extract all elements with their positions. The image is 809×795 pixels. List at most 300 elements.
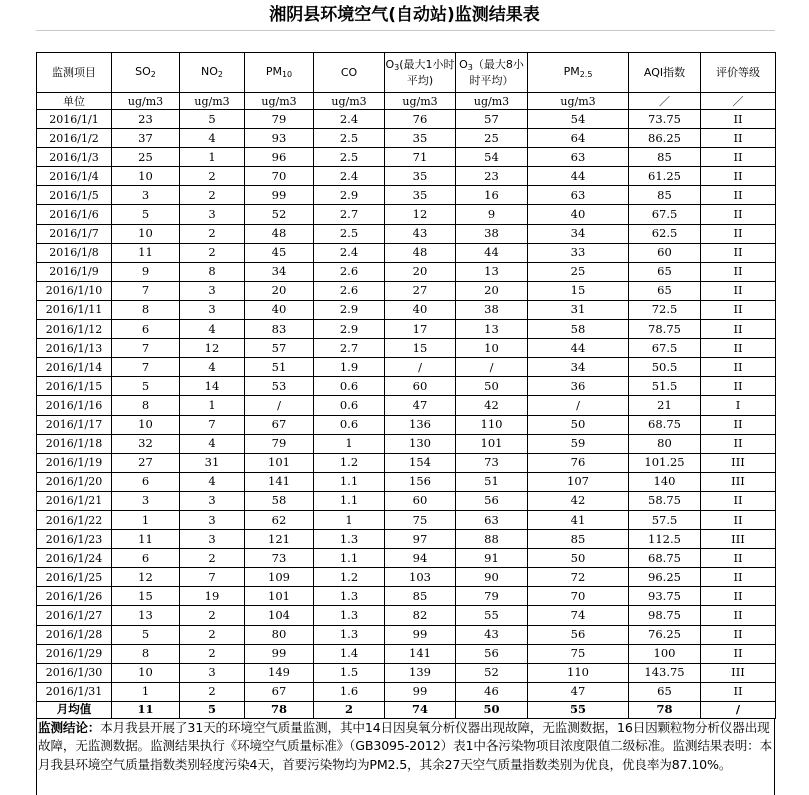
cell-pm10: 57: [245, 339, 314, 358]
cell-grade: II: [701, 625, 776, 644]
cell-co: 0.6: [314, 415, 385, 434]
cell-so2: 6: [112, 549, 180, 568]
cell-date: 2016/1/3: [37, 148, 112, 167]
unit-o3-8h: ug/m3: [456, 93, 528, 110]
cell-o3-8h: 54: [456, 148, 528, 167]
cell-o3-1h: 48: [385, 243, 456, 262]
cell-no2: 2: [180, 682, 245, 701]
cell-pm25: 34: [528, 224, 629, 243]
table-row: [37, 491, 776, 510]
cell-no2: 2: [180, 243, 245, 262]
cell-grade: II: [701, 549, 776, 568]
cell-o3-8h: 91: [456, 549, 528, 568]
cell-o3-1h: 60: [385, 377, 456, 396]
table-row: [37, 396, 776, 415]
cell-pm25: 59: [528, 434, 629, 453]
table-row: [37, 453, 776, 472]
cell-co: 1.6: [314, 682, 385, 701]
cell-pm25: 47: [528, 682, 629, 701]
cell-o3-8h: 101: [456, 434, 528, 453]
cell-co: 2.4: [314, 167, 385, 186]
cell-grade: II: [701, 606, 776, 625]
cell-o3-1h: 40: [385, 300, 456, 319]
cell-date: 2016/1/1: [37, 110, 112, 129]
cell-co: 1.3: [314, 530, 385, 549]
cell-aqi: 50.5: [629, 358, 701, 377]
cell-grade: II: [701, 682, 776, 701]
cell-date: 2016/1/11: [37, 300, 112, 319]
cell-grade: II: [701, 186, 776, 205]
cell-date: 2016/1/14: [37, 358, 112, 377]
header-pm10: $PM_{10}$: [245, 53, 314, 93]
conclusion-body: 本月我县开展了31天的环境空气质量监测，其中14日因臭氧分析仪器出现故障，无监测数据，16日因颗粒物分析仪器出现故障，无监测数据。监测结果执行《环境空气质量标准》（GB3095-2012）表1中各污染物项目浓度限值二级标准。监测结果表明：本月我县环境空气质量指数类别轻度污染4天，首要污染物均为PM2.5，其余27天空气质量指数类别为优良，优良率为87.10%。: [38, 720, 773, 772]
cell-pm10: 121: [245, 530, 314, 549]
cell-no2: 14: [180, 377, 245, 396]
cell-date: 2016/1/28: [37, 625, 112, 644]
cell-pm25: 50: [528, 415, 629, 434]
table-row: [37, 339, 776, 358]
cell-aqi: 57.5: [629, 510, 701, 529]
cell-o3-8h: 10: [456, 339, 528, 358]
cell-date: 2016/1/21: [37, 491, 112, 510]
cell-so2: 10: [112, 224, 180, 243]
unit-o3-1h: ug/m3: [385, 93, 456, 110]
cell-so2: 1: [112, 682, 180, 701]
cell-no2: 3: [180, 300, 245, 319]
cell-pm10: 141: [245, 472, 314, 491]
cell-o3-1h: 154: [385, 453, 456, 472]
cell-pm10: 149: [245, 663, 314, 682]
average-no2: 5: [180, 701, 245, 718]
cell-aqi: 60: [629, 243, 701, 262]
cell-pm10: 104: [245, 606, 314, 625]
cell-pm25: 70: [528, 587, 629, 606]
table-row: [37, 606, 776, 625]
cell-o3-1h: 94: [385, 549, 456, 568]
cell-co: 1: [314, 434, 385, 453]
cell-grade: II: [701, 300, 776, 319]
cell-pm25: 72: [528, 568, 629, 587]
cell-o3-8h: 46: [456, 682, 528, 701]
cell-aqi: 112.5: [629, 530, 701, 549]
cell-o3-8h: 42: [456, 396, 528, 415]
cell-o3-1h: 99: [385, 682, 456, 701]
table-row: [37, 186, 776, 205]
cell-pm25: /: [528, 396, 629, 415]
table-row: [37, 415, 776, 434]
cell-pm10: 70: [245, 167, 314, 186]
cell-so2: 10: [112, 663, 180, 682]
cell-co: 1.4: [314, 644, 385, 663]
header-no2: $NO_2$: [180, 53, 245, 93]
cell-pm10: 45: [245, 243, 314, 262]
unit-label: 单位: [37, 93, 112, 110]
cell-pm25: 34: [528, 358, 629, 377]
unit-so2: ug/m3: [112, 93, 180, 110]
cell-date: 2016/1/6: [37, 205, 112, 224]
cell-date: 2016/1/9: [37, 262, 112, 281]
cell-o3-8h: 50: [456, 377, 528, 396]
cell-no2: 3: [180, 491, 245, 510]
cell-aqi: 78.75: [629, 320, 701, 339]
table-row: [37, 262, 776, 281]
cell-co: 1.2: [314, 453, 385, 472]
cell-so2: 27: [112, 453, 180, 472]
conclusion-text: [36, 718, 775, 795]
cell-o3-8h: 73: [456, 453, 528, 472]
cell-aqi: 62.5: [629, 224, 701, 243]
cell-aqi: 72.5: [629, 300, 701, 319]
average-pm10: 78: [245, 701, 314, 718]
cell-grade: III: [701, 530, 776, 549]
cell-grade: II: [701, 510, 776, 529]
cell-grade: I: [701, 396, 776, 415]
cell-pm10: 109: [245, 568, 314, 587]
cell-co: 0.6: [314, 377, 385, 396]
cell-no2: 4: [180, 434, 245, 453]
header-co: CO: [314, 53, 385, 93]
cell-no2: 4: [180, 472, 245, 491]
table-row: [37, 434, 776, 453]
cell-co: 2.7: [314, 205, 385, 224]
cell-pm10: 40: [245, 300, 314, 319]
cell-date: 2016/1/16: [37, 396, 112, 415]
cell-o3-8h: 44: [456, 243, 528, 262]
unit-pm10: ug/m3: [245, 93, 314, 110]
unit-aqi: ／: [629, 93, 701, 110]
table-row: [37, 530, 776, 549]
cell-date: 2016/1/31: [37, 682, 112, 701]
cell-aqi: 93.75: [629, 587, 701, 606]
table-row: [37, 644, 776, 663]
cell-pm25: 25: [528, 262, 629, 281]
unit-no2: ug/m3: [180, 93, 245, 110]
table-row: [37, 358, 776, 377]
unit-grade: ／: [701, 93, 776, 110]
cell-pm25: 44: [528, 167, 629, 186]
cell-aqi: 98.75: [629, 606, 701, 625]
average-o3-1h: 74: [385, 701, 456, 718]
cell-no2: 12: [180, 339, 245, 358]
table-row: [37, 472, 776, 491]
cell-so2: 9: [112, 262, 180, 281]
cell-date: 2016/1/4: [37, 167, 112, 186]
cell-o3-1h: 82: [385, 606, 456, 625]
cell-o3-1h: 99: [385, 625, 456, 644]
cell-pm25: 64: [528, 129, 629, 148]
cell-no2: 7: [180, 568, 245, 587]
cell-o3-1h: 17: [385, 320, 456, 339]
cell-o3-1h: 130: [385, 434, 456, 453]
unit-co: ug/m3: [314, 93, 385, 110]
cell-no2: 19: [180, 587, 245, 606]
header-o3-1h: $O_3$(最大1小时平均): [385, 53, 456, 93]
cell-aqi: 65: [629, 281, 701, 300]
cell-pm25: 56: [528, 625, 629, 644]
cell-date: 2016/1/20: [37, 472, 112, 491]
header-so2: $SO_2$: [112, 53, 180, 93]
table-row: [37, 549, 776, 568]
table-row: [37, 300, 776, 319]
cell-pm10: 34: [245, 262, 314, 281]
cell-o3-1h: 139: [385, 663, 456, 682]
cell-grade: II: [701, 587, 776, 606]
cell-no2: 1: [180, 396, 245, 415]
cell-o3-8h: 51: [456, 472, 528, 491]
cell-pm25: 76: [528, 453, 629, 472]
cell-no2: 1: [180, 148, 245, 167]
cell-so2: 8: [112, 644, 180, 663]
cell-so2: 12: [112, 568, 180, 587]
cell-date: 2016/1/17: [37, 415, 112, 434]
cell-pm10: 67: [245, 415, 314, 434]
cell-so2: 6: [112, 472, 180, 491]
cell-pm10: 96: [245, 148, 314, 167]
cell-grade: II: [701, 491, 776, 510]
cell-pm25: 31: [528, 300, 629, 319]
cell-grade: II: [701, 110, 776, 129]
cell-aqi: 65: [629, 682, 701, 701]
cell-pm10: 101: [245, 453, 314, 472]
cell-aqi: 68.75: [629, 549, 701, 568]
cell-grade: II: [701, 415, 776, 434]
cell-o3-1h: 103: [385, 568, 456, 587]
cell-o3-8h: 79: [456, 587, 528, 606]
cell-pm10: 83: [245, 320, 314, 339]
results-table: [36, 52, 776, 719]
cell-no2: 8: [180, 262, 245, 281]
cell-so2: 5: [112, 377, 180, 396]
cell-so2: 6: [112, 320, 180, 339]
cell-grade: III: [701, 472, 776, 491]
cell-co: 2.9: [314, 186, 385, 205]
cell-pm10: 67: [245, 682, 314, 701]
cell-so2: 7: [112, 339, 180, 358]
cell-no2: 2: [180, 167, 245, 186]
cell-o3-1h: 43: [385, 224, 456, 243]
cell-date: 2016/1/25: [37, 568, 112, 587]
cell-grade: II: [701, 434, 776, 453]
header-row: [37, 53, 776, 93]
cell-so2: 3: [112, 491, 180, 510]
cell-o3-8h: 23: [456, 167, 528, 186]
cell-pm25: 54: [528, 110, 629, 129]
table-row: [37, 281, 776, 300]
cell-no2: 3: [180, 510, 245, 529]
cell-date: 2016/1/19: [37, 453, 112, 472]
cell-aqi: 101.25: [629, 453, 701, 472]
average-o3-8h: 50: [456, 701, 528, 718]
cell-so2: 3: [112, 186, 180, 205]
cell-no2: 3: [180, 530, 245, 549]
cell-date: 2016/1/5: [37, 186, 112, 205]
cell-co: 2.7: [314, 339, 385, 358]
cell-pm10: 99: [245, 186, 314, 205]
cell-grade: II: [701, 320, 776, 339]
cell-so2: 1: [112, 510, 180, 529]
cell-o3-8h: 38: [456, 300, 528, 319]
cell-date: 2016/1/30: [37, 663, 112, 682]
cell-so2: 7: [112, 281, 180, 300]
cell-o3-1h: 97: [385, 530, 456, 549]
cell-aqi: 65: [629, 262, 701, 281]
cell-pm25: 58: [528, 320, 629, 339]
cell-aqi: 143.75: [629, 663, 701, 682]
cell-o3-1h: 136: [385, 415, 456, 434]
cell-o3-8h: /: [456, 358, 528, 377]
table-row: [37, 167, 776, 186]
cell-so2: 37: [112, 129, 180, 148]
cell-so2: 5: [112, 625, 180, 644]
cell-o3-1h: 156: [385, 472, 456, 491]
table-row: [37, 129, 776, 148]
cell-so2: 11: [112, 530, 180, 549]
average-so2: 11: [112, 701, 180, 718]
cell-o3-8h: 88: [456, 530, 528, 549]
cell-co: 1.9: [314, 358, 385, 377]
cell-date: 2016/1/2: [37, 129, 112, 148]
cell-aqi: 21: [629, 396, 701, 415]
cell-co: 2.4: [314, 110, 385, 129]
cell-o3-1h: 85: [385, 587, 456, 606]
cell-aqi: 58.75: [629, 491, 701, 510]
cell-date: 2016/1/23: [37, 530, 112, 549]
cell-date: 2016/1/10: [37, 281, 112, 300]
header-pm25: $PM_{2.5}$: [528, 53, 629, 93]
average-co: 2: [314, 701, 385, 718]
cell-co: 1.3: [314, 606, 385, 625]
average-grade: /: [701, 701, 776, 718]
cell-co: 1.5: [314, 663, 385, 682]
cell-co: 2.5: [314, 129, 385, 148]
cell-so2: 10: [112, 167, 180, 186]
cell-grade: II: [701, 243, 776, 262]
cell-grade: II: [701, 377, 776, 396]
cell-o3-8h: 13: [456, 262, 528, 281]
cell-pm25: 75: [528, 644, 629, 663]
cell-date: 2016/1/26: [37, 587, 112, 606]
cell-o3-8h: 63: [456, 510, 528, 529]
cell-aqi: 85: [629, 186, 701, 205]
cell-so2: 8: [112, 396, 180, 415]
cell-aqi: 96.25: [629, 568, 701, 587]
cell-o3-1h: 35: [385, 129, 456, 148]
cell-date: 2016/1/27: [37, 606, 112, 625]
cell-pm25: 110: [528, 663, 629, 682]
cell-so2: 23: [112, 110, 180, 129]
cell-o3-1h: 27: [385, 281, 456, 300]
cell-pm10: 20: [245, 281, 314, 300]
table-row: [37, 568, 776, 587]
cell-aqi: 85: [629, 148, 701, 167]
cell-co: 2.5: [314, 224, 385, 243]
average-label: 月均值: [37, 701, 112, 718]
cell-pm25: 33: [528, 243, 629, 262]
cell-co: 2.4: [314, 243, 385, 262]
cell-grade: II: [701, 129, 776, 148]
cell-o3-1h: 75: [385, 510, 456, 529]
cell-grade: II: [701, 262, 776, 281]
cell-o3-8h: 90: [456, 568, 528, 587]
cell-aqi: 73.75: [629, 110, 701, 129]
cell-pm25: 41: [528, 510, 629, 529]
cell-grade: II: [701, 205, 776, 224]
cell-so2: 32: [112, 434, 180, 453]
cell-grade: II: [701, 167, 776, 186]
cell-o3-8h: 52: [456, 663, 528, 682]
cell-pm10: 51: [245, 358, 314, 377]
cell-no2: 2: [180, 186, 245, 205]
cell-pm10: 53: [245, 377, 314, 396]
cell-so2: 25: [112, 148, 180, 167]
cell-o3-8h: 56: [456, 491, 528, 510]
cell-pm25: 44: [528, 339, 629, 358]
cell-no2: 2: [180, 224, 245, 243]
cell-aqi: 67.5: [629, 205, 701, 224]
cell-co: 1.3: [314, 587, 385, 606]
cell-pm10: 73: [245, 549, 314, 568]
cell-pm10: 99: [245, 644, 314, 663]
cell-pm25: 74: [528, 606, 629, 625]
cell-so2: 8: [112, 300, 180, 319]
cell-o3-8h: 110: [456, 415, 528, 434]
table-row: [37, 682, 776, 701]
cell-so2: 10: [112, 415, 180, 434]
cell-pm10: 58: [245, 491, 314, 510]
cell-date: 2016/1/29: [37, 644, 112, 663]
cell-date: 2016/1/15: [37, 377, 112, 396]
cell-grade: II: [701, 339, 776, 358]
cell-grade: II: [701, 644, 776, 663]
table-row: [37, 224, 776, 243]
cell-no2: 31: [180, 453, 245, 472]
cell-so2: 11: [112, 243, 180, 262]
cell-date: 2016/1/13: [37, 339, 112, 358]
cell-pm10: 93: [245, 129, 314, 148]
cell-o3-8h: 13: [456, 320, 528, 339]
cell-no2: 4: [180, 320, 245, 339]
table-row: [37, 510, 776, 529]
cell-co: 2.9: [314, 320, 385, 339]
cell-no2: 3: [180, 663, 245, 682]
cell-o3-1h: 60: [385, 491, 456, 510]
cell-no2: 3: [180, 281, 245, 300]
cell-co: 1: [314, 510, 385, 529]
table-row: [37, 587, 776, 606]
cell-grade: II: [701, 148, 776, 167]
average-pm25: 55: [528, 701, 629, 718]
cell-no2: 5: [180, 110, 245, 129]
cell-co: 2.9: [314, 300, 385, 319]
header-grade: 评价等级: [701, 53, 776, 93]
cell-aqi: 68.75: [629, 415, 701, 434]
cell-pm10: 48: [245, 224, 314, 243]
cell-aqi: 100: [629, 644, 701, 663]
cell-aqi: 51.5: [629, 377, 701, 396]
cell-o3-1h: 35: [385, 186, 456, 205]
cell-pm10: 101: [245, 587, 314, 606]
spacer-row: [36, 30, 775, 53]
cell-no2: 7: [180, 415, 245, 434]
cell-aqi: 61.25: [629, 167, 701, 186]
cell-pm10: /: [245, 396, 314, 415]
table-row: [37, 243, 776, 262]
cell-aqi: 67.5: [629, 339, 701, 358]
cell-pm10: 80: [245, 625, 314, 644]
monthly-average-row: [37, 701, 776, 718]
table-row: [37, 625, 776, 644]
cell-o3-8h: 43: [456, 625, 528, 644]
